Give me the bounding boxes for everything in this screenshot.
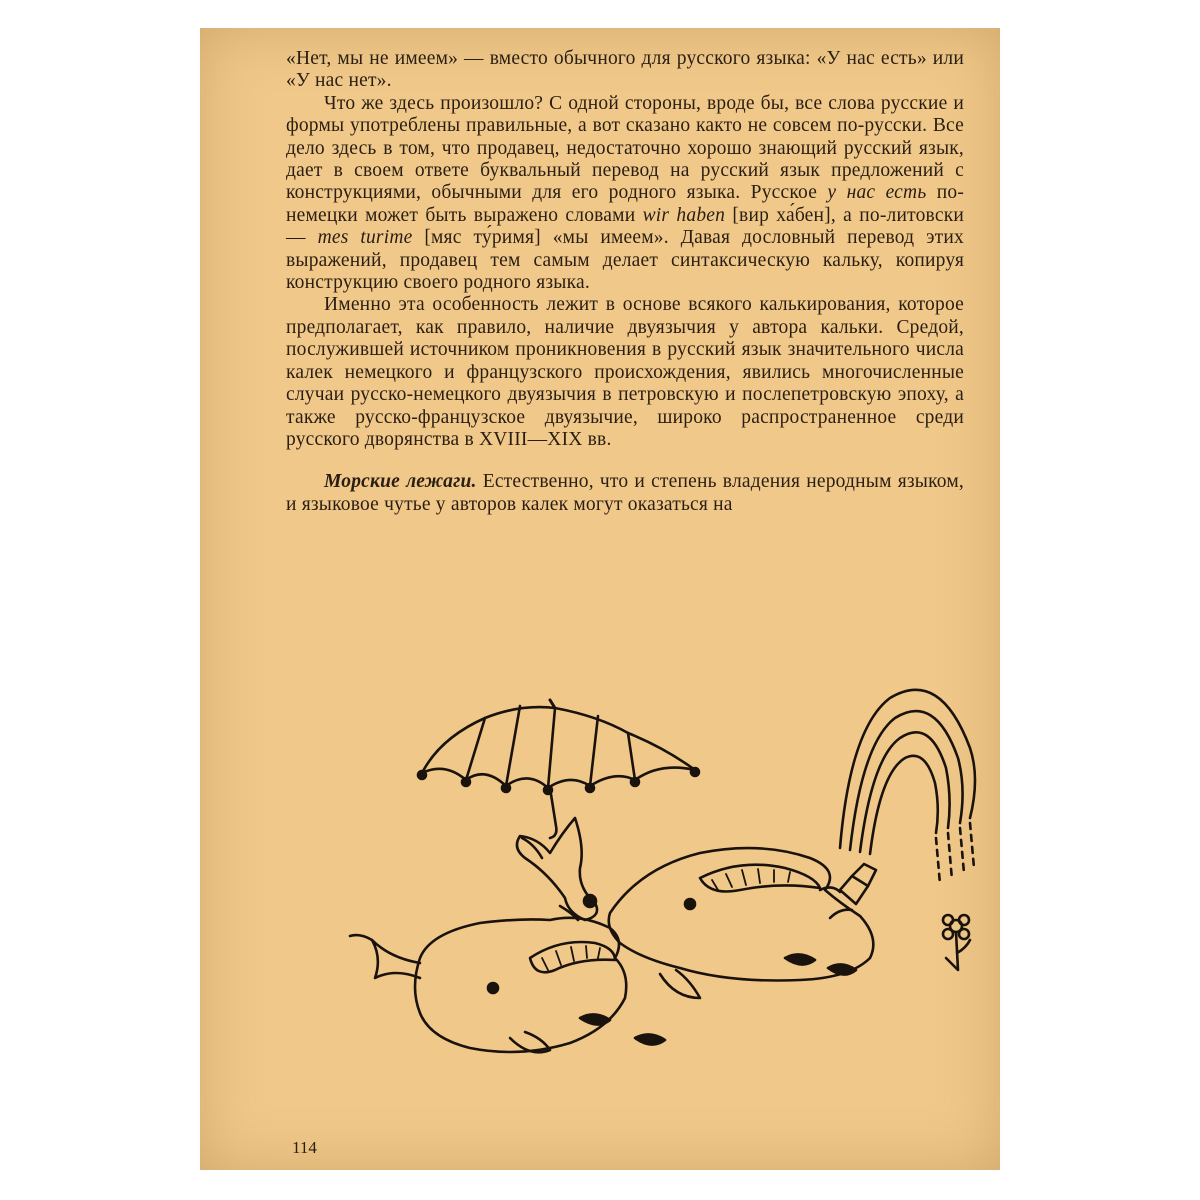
paragraph: [286, 471, 964, 516]
paragraph: [286, 48, 964, 93]
text-run: [мяс ту́римя] «мы имеем». Давая дословный перевод этих выражений, продавец тем самым делает синтаксическую кальку, копируя конструкцию своего родного языка.: [286, 227, 964, 294]
text-run: «Нет, мы не имеем» — вместо обычного для русского языка: «У нас есть» или «У нас нет».: [286, 48, 964, 92]
section-heading: Морские лежаги.: [324, 471, 477, 493]
italic-term: mes turime: [317, 227, 413, 249]
page-number: 114: [292, 1138, 317, 1157]
paragraph: [286, 93, 964, 295]
dolphins-umbrella-illustration: [280, 658, 1000, 1078]
text-run: по-немецки может быть выражено словами: [286, 182, 965, 226]
book-page: [200, 28, 1000, 1170]
text-run: Что же здесь произошло? С одной стороны, вроде бы, все слова русские и формы употреблены правильные, а вот сказано както не совсем по-русски. Все дело здесь в том, что продавец, недостаточно хорошо знающий русский язык, дает в своем ответе буквальный перевод на русский язык предложений с конструкциями, обычными для его родного языка. Русское: [286, 92, 964, 204]
paragraph: [286, 294, 964, 451]
body-text: [286, 48, 964, 516]
text-run: [вир ха́бен], а по-литовски —: [286, 204, 964, 249]
text-run: Именно эта особенность лежит в основе всякого калькирования, которое предполагает, как правило, наличие двуязычия у автора кальки. Средой, послужившей источником проникновения в русский язык значительного числа калек немецкого и французского происхождения, явились многочисленные случаи русско-немецкого двуязычия в петровскую и послепетровскую эпоху, а также русско-французское двуязычие, широко распространенное среди русского дворянства в XVIII—XIX вв.: [286, 294, 964, 450]
text-run: Естественно, что и степень владения неродным языком, и языковое чутье у авторов калек могут оказаться на: [286, 471, 964, 515]
italic-term: wir haben: [642, 204, 726, 226]
italic-term: у нас есть: [827, 182, 927, 204]
